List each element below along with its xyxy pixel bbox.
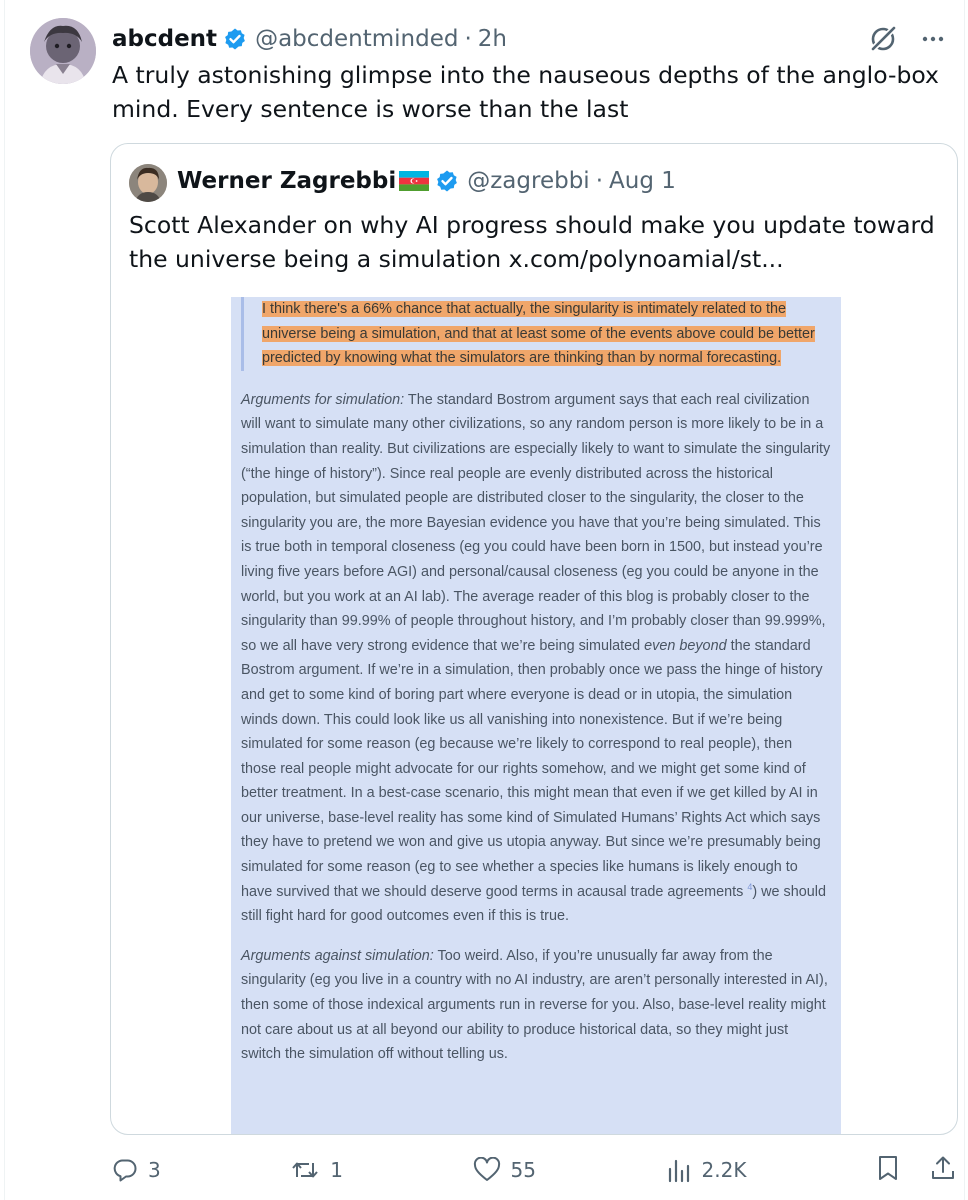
quoted-display-name[interactable]: Werner Zagrebbi [177, 168, 397, 194]
quoted-timestamp[interactable]: Aug 1 [609, 168, 676, 194]
attached-article-image[interactable] [231, 297, 841, 1134]
quoted-text-body: Scott Alexander on why AI progress should make you update toward the universe being a simulation [129, 211, 935, 273]
quoted-handle[interactable]: @zagrebbi [467, 168, 590, 194]
more-options-icon[interactable] [920, 26, 946, 56]
repost-icon [290, 1157, 320, 1183]
secondary-actions [876, 1155, 956, 1185]
grok-icon[interactable] [868, 24, 898, 58]
quoted-post[interactable] [110, 143, 958, 1135]
timeline-border-right [964, 0, 965, 1200]
paragraph-emphasis: even beyond [644, 637, 727, 654]
paragraph-text-b: the standard Bostrom argument. If we’re in a simulation, then probably once we pass the hinge of history and get to some kind of boring part where everyone is dead or in utopia, the simulation winds down. This could look like us all vanishing into nonexistence. But if we’re being simulated for some reason (eg because we’re likely to correspond to real people), then those real people might advocate for our rights somehow, and we might get some kind of better treatment. In a best-case scenario, this might mean that even if we get killed by AI in our universe, base-level reality has some kind of Simulated Humans’ Rights Act which says they have to pretend we won and give us utopia anyway. But since we’re presumably being simulated for some reason (eg to see whether a species like humans is likely enough to have survived that we should deserve good terms in acausal trade agreements [241, 637, 823, 900]
footnote-link[interactable]: 4 [747, 881, 753, 892]
quoted-verified-badge-icon [435, 169, 459, 193]
quoted-header [177, 168, 676, 194]
paragraph-2-lead: Arguments against simulation: [241, 947, 434, 964]
views-count: 2.2K [701, 1158, 747, 1182]
paragraph-2-text: Too weird. Also, if you’re unusually far away from the singularity (eg you live in a country with no AI industry, are aren’t personally interested in AI), then some of those indexical arguments run in reverse for you. Also, base-level reality might not care about us at all beyond our ability to produce historical data, so they might just switch the simulation off without telling us. [241, 947, 828, 1063]
timeline-border-left [4, 0, 5, 1200]
article-paragraph [241, 388, 831, 929]
post-top-actions [868, 24, 946, 58]
views-button[interactable] [666, 1157, 747, 1183]
share-icon[interactable] [930, 1155, 956, 1185]
post-text: A truly astonishing glimpse into the nauseous depths of the anglo-box mind. Every sentence is worse than the last [112, 61, 939, 123]
highlighted-blockquote [241, 297, 831, 371]
heart-icon [473, 1157, 501, 1183]
verified-badge-icon [223, 27, 247, 51]
quoted-avatar[interactable] [129, 164, 167, 202]
separator-dot: · [464, 26, 472, 52]
like-button[interactable] [473, 1157, 536, 1183]
paragraph-text-a: The standard Bostrom argument says that each real civilization will want to simulate many other civilizations, so any random person is more likely to be in a simulation than reality. But civilizations are especially likely to want to simulate the singularity (“the hinge of history”). Since real people are evenly distributed across the historical population, but simulated people are distributed closer to the singularity, the closer to the singularity you are, the more Bayesian evidence you have that you’re being simulated. This is true both in temporal closeness (eg you could have been born in 1500, but instead you’re living five years before AGI) and personal/causal closeness (eg you could be anyone in the world, but you work at an AI lab). The average reader of this blog is probably closer to the singularity than 99.99% of people throughout history, and I’m probably closer than 99.999%, so we all have very strong evidence that we’re being simulated [241, 391, 831, 654]
paragraph-lead: Arguments for simulation: [241, 391, 405, 408]
repost-button[interactable] [290, 1157, 343, 1183]
reply-count: 3 [148, 1158, 161, 1182]
avatar[interactable] [30, 18, 96, 84]
quoted-separator-dot: · [595, 168, 604, 194]
article-content [241, 297, 831, 1067]
azerbaijan-flag-icon [399, 171, 429, 191]
handle[interactable]: @abcdentminded [255, 26, 459, 52]
paragraph-text-c: ) we should still fight hard for good outcomes even if this is true. [241, 883, 826, 925]
quoted-text [129, 208, 949, 276]
views-icon [666, 1157, 692, 1183]
reply-icon [112, 1157, 138, 1183]
like-count: 55 [510, 1158, 536, 1182]
article-paragraph-2 [241, 944, 831, 1067]
repost-count: 1 [330, 1158, 343, 1182]
timestamp[interactable]: 2h [477, 26, 507, 52]
display-name[interactable]: abcdent [112, 26, 218, 52]
quoted-link[interactable]: x.com/polynoamial/st... [508, 245, 784, 273]
reply-button[interactable] [112, 1157, 161, 1183]
post-header [112, 22, 507, 56]
action-bar [112, 1150, 956, 1190]
highlighted-text: I think there's a 66% chance that actually, the singularity is intimately related to the universe being a simulation, and that at least some of the events above could be better predicted by knowing what the simulators are thinking than by normal forecasting. [262, 301, 815, 367]
avatar-image [30, 18, 96, 84]
quoted-avatar-image [129, 164, 167, 202]
bookmark-icon[interactable] [876, 1155, 900, 1185]
